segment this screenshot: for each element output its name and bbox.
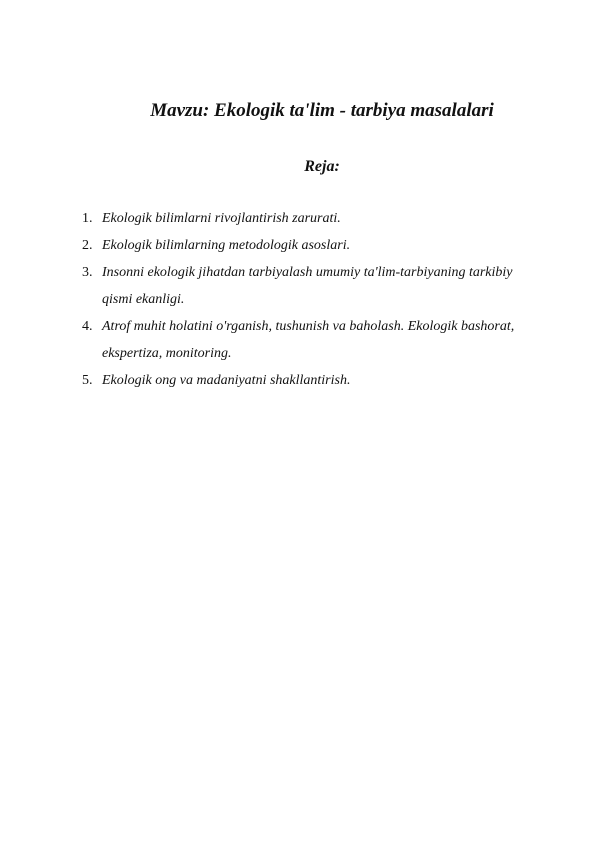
list-item	[82, 259, 542, 313]
list-item-text: Ekologik bilimlarning metodologik asoslari.	[102, 238, 351, 253]
list-item-number: 5.	[82, 373, 93, 388]
list-item-number: 2.	[82, 238, 93, 253]
list-item-text: Ekologik ong va madaniyatni shakllantirish.	[102, 373, 351, 388]
plan-list	[82, 205, 542, 394]
list-item-number: 4.	[82, 319, 93, 334]
list-item-text: Atrof muhit holatini o'rganish, tushunish va baholash. Ekologik bashorat, ekspertiza, monitoring.	[102, 319, 515, 361]
list-item-text: Ekologik bilimlarni rivojlantirish zarurati.	[102, 211, 341, 226]
list-item	[82, 232, 542, 259]
list-item-number: 3.	[82, 265, 93, 280]
list-item	[82, 367, 542, 394]
plan-heading: Reja:	[304, 158, 340, 175]
page-title: Mavzu: Ekologik ta'lim - tarbiya masalalari	[150, 100, 494, 121]
list-item	[82, 313, 542, 367]
list-item-text: Insonni ekologik jihatdan tarbiyalash umumiy ta'lim-tarbiyaning tarkibiy qismi ekanligi.	[102, 265, 513, 307]
list-item-number: 1.	[82, 211, 93, 226]
list-item	[82, 205, 542, 232]
